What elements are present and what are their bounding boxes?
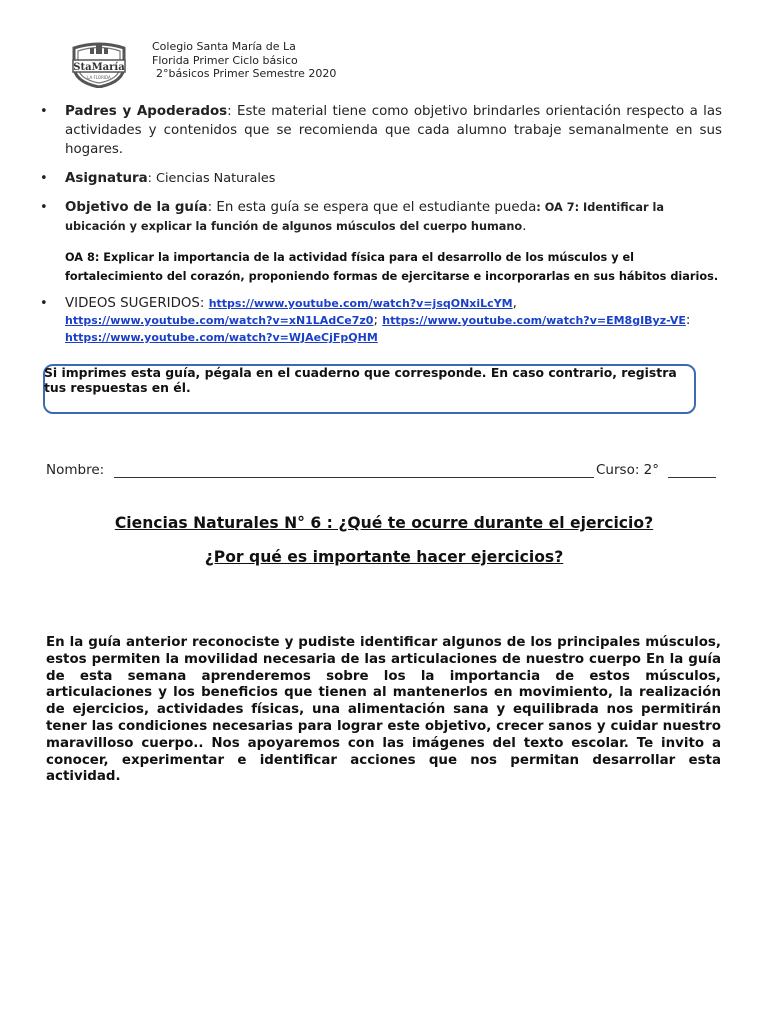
bullet-dot-icon: • (40, 104, 48, 119)
school-name-line1: Colegio Santa María de La (152, 40, 296, 53)
student-info-row (46, 460, 722, 480)
intro-paragraph: En la guía anterior reconociste y pudiste identificar algunos de los principales músculos, estos permiten la movilidad necesaria de las articulaciones de nuestro cuerpo En la guía de esta semana aprenderemos sobre los la importancia de estos músculos, articulaciones y los beneficios que tienen al mantenerlos en movimiento, la realización de ejercicios, actividades físicas, una alimentación sana y equilibrada nos permitirán tener las condiciones necesarias para lograr este objetivo, crecer sanos y cuidar nuestro maravilloso cuerpo.. Nos apoyaremos con las imágenes del texto escolar. Te invito a conocer, experimentar e identificar acciones que nos permitan desarrollar esta actividad. (46, 635, 721, 785)
objetivo-text: : En esta guía se espera que el estudiante pueda (207, 200, 537, 215)
oa8-text: OA 8: Explicar la importancia de la actividad física para el desarrollo de los músculos y el fortalecimiento del corazón, proponiendo formas de ejercitarse e incorporarlas en sus hábitos diarios. (65, 251, 719, 283)
video-link-3[interactable]: https://www.youtube.com/watch?v=EM8gIByz-VE (382, 314, 686, 327)
bullet-asignatura (38, 169, 722, 188)
sub-title-text: ¿Por qué es importante hacer ejercicios? (204, 548, 564, 566)
main-title-text: Ciencias Naturales N° 6 : ¿Qué te ocurre durante el ejercicio? (114, 514, 654, 532)
oa7-text: : OA 7: Identificar la ubicación y explicar la función de algunos músculos del cuerpo humano (65, 201, 664, 233)
bullet-padres (38, 102, 722, 159)
link-separator: : (685, 313, 691, 328)
bullet-objetivo (38, 198, 722, 236)
videos-label: VIDEOS SUGERIDOS (65, 296, 200, 311)
asignatura-label: Asignatura (65, 171, 148, 186)
school-name-line2: Florida Primer Ciclo básico (152, 53, 298, 67)
link-separator: ; (373, 313, 383, 328)
bullet-dot-icon: • (40, 200, 48, 215)
notice-text: Si imprimes esta guía, pégala en el cuaderno que corresponde. En caso contrario, registra tus respuestas en él. (44, 365, 677, 395)
asignatura-text: : Ciencias Naturales (147, 171, 276, 186)
main-title (0, 514, 768, 532)
info-bullets (38, 102, 722, 236)
padres-text: : Este material tiene como objetivo brindarles orientación respecto a las actividades y contenidos que se recomienda que cada alumno trabaje semanalmente en sus hogares. (65, 104, 722, 157)
bullet-dot-icon: • (40, 171, 48, 186)
sub-title (0, 548, 768, 566)
svg-text:LA FLORIDA: LA FLORIDA (87, 75, 111, 80)
videos-colon: : (199, 296, 209, 311)
bullet-dot-icon: • (40, 296, 48, 311)
school-logo (68, 38, 130, 88)
nombre-field[interactable] (114, 477, 594, 478)
video-link-2[interactable]: https://www.youtube.com/watch?v=xN1LAdCe7z0 (65, 314, 374, 327)
link-separator: , (512, 296, 517, 311)
curso-label: Curso: 2° (596, 462, 660, 478)
video-link-1[interactable]: https://www.youtube.com/watch?v=jsqONxiLcYM (208, 297, 513, 310)
padres-label: Padres y Apoderados (65, 104, 228, 119)
nombre-label: Nombre: (46, 462, 105, 478)
school-header (152, 40, 336, 81)
video-link-4[interactable]: https://www.youtube.com/watch?v=WJAeCjFpQHM (65, 331, 378, 344)
school-grade-line: 2°básicos Primer Semestre 2020 (156, 67, 337, 80)
objetivo-label: Objetivo de la guía (65, 200, 208, 215)
oa7-end: . (522, 219, 527, 234)
bullet-videos (38, 295, 722, 346)
videos-bullet-wrap (38, 295, 722, 346)
svg-text:StaMaría: StaMaría (73, 62, 125, 73)
curso-field[interactable] (668, 477, 716, 478)
